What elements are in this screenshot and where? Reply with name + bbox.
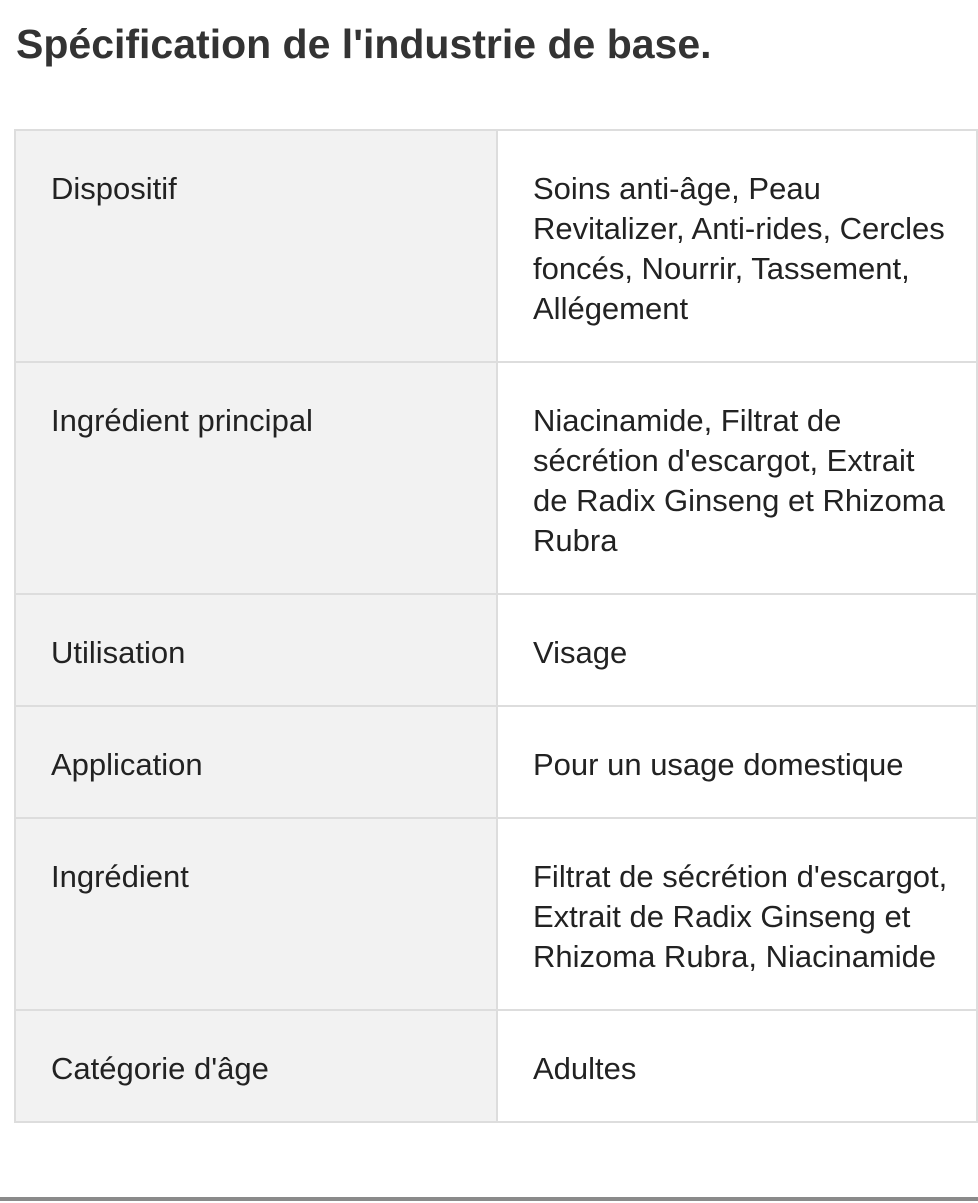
table-row bbox=[15, 818, 977, 1010]
table-row bbox=[15, 130, 977, 362]
spec-label: Utilisation bbox=[15, 594, 497, 706]
table-row bbox=[15, 1010, 977, 1122]
spec-value: Niacinamide, Filtrat de sécrétion d'escargot, Extrait de Radix Ginseng et Rhizoma Rubra bbox=[497, 362, 977, 594]
spec-label: Application bbox=[15, 706, 497, 818]
spec-value: Visage bbox=[497, 594, 977, 706]
spec-label: Ingrédient bbox=[15, 818, 497, 1010]
spec-value: Adultes bbox=[497, 1010, 977, 1122]
spec-value: Filtrat de sécrétion d'escargot, Extrait de Radix Ginseng et Rhizoma Rubra, Niacinamide bbox=[497, 818, 977, 1010]
spec-label: Dispositif bbox=[15, 130, 497, 362]
specification-table bbox=[14, 129, 978, 1123]
bottom-divider bbox=[0, 1197, 978, 1201]
spec-value: Soins anti-âge, Peau Revitalizer, Anti-rides, Cercles foncés, Nourrir, Tassement, Allégement bbox=[497, 130, 977, 362]
table-row bbox=[15, 706, 977, 818]
table-row bbox=[15, 594, 977, 706]
spec-label: Catégorie d'âge bbox=[15, 1010, 497, 1122]
spec-label: Ingrédient principal bbox=[15, 362, 497, 594]
page-title: Spécification de l'industrie de base. bbox=[16, 21, 712, 67]
table-row bbox=[15, 362, 977, 594]
spec-value: Pour un usage domestique bbox=[497, 706, 977, 818]
